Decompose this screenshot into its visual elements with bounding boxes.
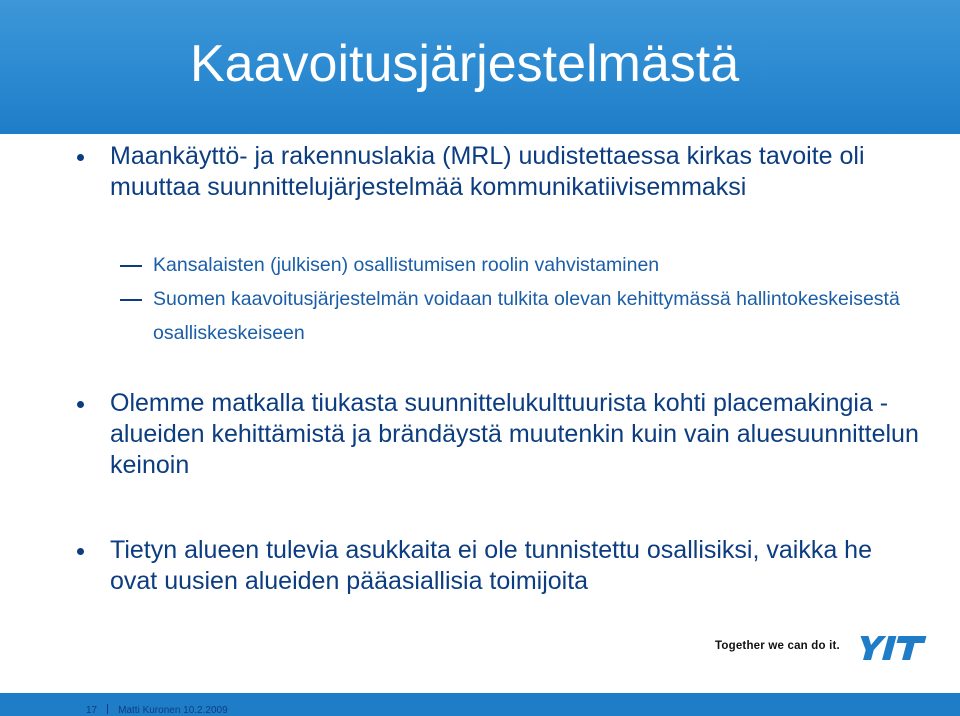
dash-icon <box>120 299 142 301</box>
footer-text <box>86 704 228 716</box>
sub-bullet-1 <box>153 248 913 282</box>
bullet-1-text: Maankäyttö- ja rakennuslakia (MRL) uudistettaessa kirkas tavoite oli muuttaa suunnittelujärjestelmää kommunikatiivisemmaksi <box>110 142 865 201</box>
sub-bullet-1-text: Kansalaisten (julkisen) osallistumisen roolin vahvistaminen <box>153 254 660 276</box>
bullet-1 <box>110 141 920 203</box>
page-number: 17 <box>86 705 98 716</box>
bullet-3 <box>110 535 920 597</box>
bullet-dot-icon <box>77 401 84 408</box>
sub-bullet-2 <box>153 282 913 350</box>
yit-logo-icon <box>855 634 935 662</box>
slide-title: Kaavoitusjärjestelmästä <box>190 35 740 93</box>
author-date: Matti Kuronen 10.2.2009 <box>118 705 228 716</box>
sub-bullet-2-text: Suomen kaavoitusjärjestelmän voidaan tulkita olevan kehittymässä hallintokeskeisestä osalliskeskeiseen <box>153 288 900 344</box>
footer-separator <box>107 704 108 714</box>
logo-tagline: Together we can do it. <box>715 640 840 652</box>
bullet-3-text: Tietyn alueen tulevia asukkaita ei ole tunnistettu osallisiksi, vaikka he ovat uusien alueiden pääasiallisia toimijoita <box>110 536 872 595</box>
bullet-2-text: Olemme matkalla tiukasta suunnittelukulttuurista kohti placemakingia - alueiden kehittämistä ja brändäystä muutenkin kuin vain aluesuunnittelun keinoin <box>110 389 919 479</box>
yit-logo <box>715 630 945 670</box>
bullet-dot-icon <box>77 548 84 555</box>
bullet-dot-icon <box>77 154 84 161</box>
dash-icon <box>120 265 142 267</box>
title-bar <box>0 0 960 134</box>
bullet-2 <box>110 388 920 481</box>
